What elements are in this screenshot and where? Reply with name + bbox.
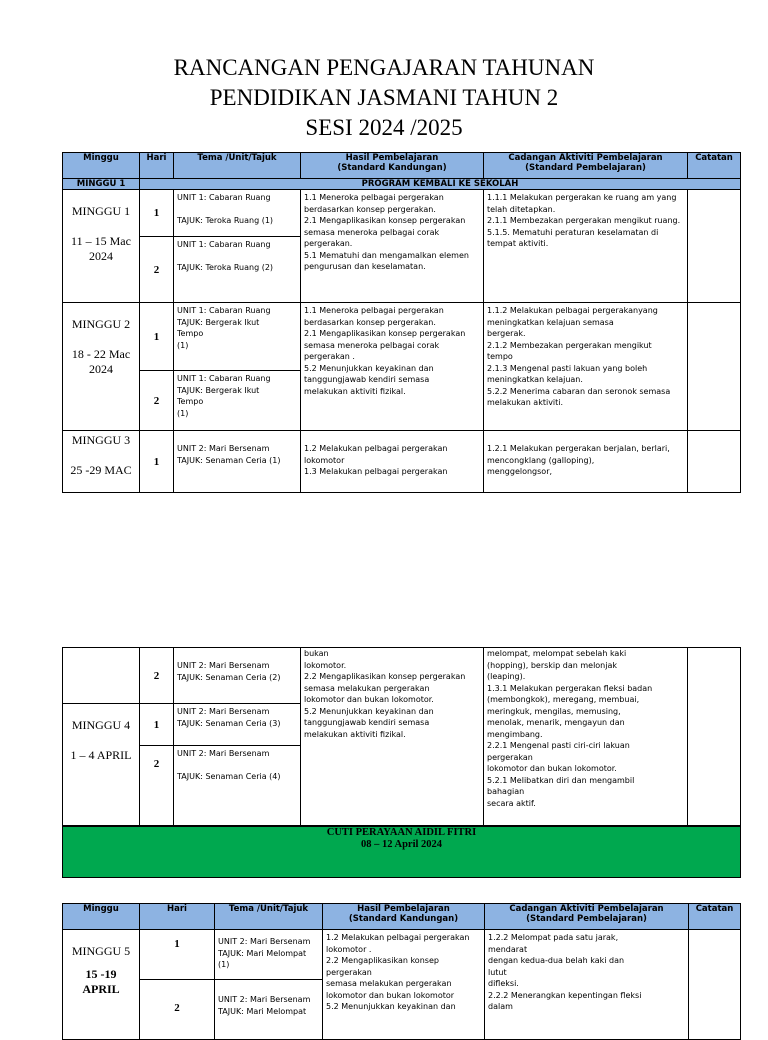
week-5-hasil: 1.2 Melakukan pelbagai pergerakan lokomotor . 2.2 Mengaplikasikan konsep pergerakan semasa melakukan pergerakan lokomotor dan bukan lokomotor 5.2 Menunjukkan keyakinan dan: [323, 930, 485, 1040]
lesson-plan-table-1: [62, 152, 741, 493]
t3-header-catatan: Catatan: [689, 904, 741, 930]
week-5-hari-1: 1: [140, 930, 215, 980]
t3-header-aktiviti: Cadangan Aktiviti Pembelajaran (Standard Pembelajaran): [485, 904, 689, 930]
week-4-tema-2: UNIT 2: Mari Bersenam TAJUK: Senaman Ceria (4): [174, 746, 301, 826]
week-2-tema-1: UNIT 1: Cabaran Ruang TAJUK: Bergerak Ikut Tempo (1): [174, 303, 301, 371]
week-3-label: MINGGU 3 25 -29 MAC: [63, 431, 140, 493]
header-hari: Hari: [140, 153, 174, 179]
program-bar: PROGRAM KEMBALI KE SEKOLAH: [140, 179, 741, 190]
week-2-catatan: [688, 303, 741, 431]
header-minggu: Minggu: [63, 153, 140, 179]
continued-hasil: bukan lokomotor. 2.2 Mengaplikasikan konsep pergerakan semasa melakukan pergerakan lokomotor dan bukan lokomotor. 5.2 Menunjukkan keyakinan dan tanggungjawab kendiri semasa melakukan aktiviti fizikal.: [301, 648, 484, 826]
week-1-hari-2: 2: [140, 237, 174, 303]
week-5-tema-2: UNIT 2: Mari Bersenam TAJUK: Mari Melompat: [215, 980, 323, 1040]
week-4-hari-2: 2: [140, 746, 174, 826]
week-1-aktiviti: 1.1.1 Melakukan pergerakan ke ruang am yang telah ditetapkan. 2.1.1 Membezakan pergerakan mengikut ruang. 5.1.5. Mematuhi peraturan keselamatan di tempat aktiviti.: [484, 190, 688, 303]
week-5-catatan: [689, 930, 741, 1040]
week-1-catatan: [688, 190, 741, 303]
t3-header-tema: Tema /Unit/Tajuk: [215, 904, 323, 930]
week-1-hari-1: 1: [140, 190, 174, 237]
week-2-hari-1: 1: [140, 303, 174, 371]
week-3-hari-1: 1: [140, 431, 174, 493]
week-5-dates: 15 -19 APRIL: [82, 967, 120, 996]
week-2-hari-2: 2: [140, 371, 174, 431]
week-5-hari-2: 2: [140, 980, 215, 1040]
week-5-tema-1: UNIT 2: Mari Bersenam TAJUK: Mari Melompat (1): [215, 930, 323, 980]
week-2-hasil: 1.1 Meneroka pelbagai pergerakan berdasarkan konsep pergerakan. 2.1 Mengaplikasikan konsep pergerakan semasa meneroka pelbagai corak pergerakan . 5.2 Menunjukkan keyakinan dan tanggungjawab kendiri semasa melakukan aktiviti fizikal.: [301, 303, 484, 431]
holiday-title: CUTI PERAYAAN AIDIL FITRI: [326, 827, 477, 838]
week-1-tema-1: UNIT 1: Cabaran Ruang TAJUK: Teroka Ruang (1): [174, 190, 301, 237]
minggu1-bar-label: MINGGU 1: [63, 179, 140, 190]
week-1-label: MINGGU 1 11 – 15 Mac 2024: [63, 190, 140, 303]
continued-tema: UNIT 2: Mari Bersenam TAJUK: Senaman Ceria (2): [174, 648, 301, 704]
week-4-tema-1: UNIT 2: Mari Bersenam TAJUK: Senaman Ceria (3): [174, 704, 301, 746]
week-1-tema-2: UNIT 1: Cabaran Ruang TAJUK: Teroka Ruang (2): [174, 237, 301, 303]
week-2-tema-2: UNIT 1: Cabaran Ruang TAJUK: Bergerak Ikut Tempo (1): [174, 371, 301, 431]
t3-header-hari: Hari: [140, 904, 215, 930]
week-3-tema-1: UNIT 2: Mari Bersenam TAJUK: Senaman Ceria (1): [174, 431, 301, 493]
header-aktiviti: Cadangan Aktiviti Pembelajaran (Standard Pembelajaran): [484, 153, 688, 179]
continued-minggu: [63, 648, 140, 704]
document-title-line2: PENDIDIKAN JASMANI TAHUN 2: [209, 85, 559, 110]
week-2-aktiviti: 1.1.2 Melakukan pelbagai pergerakanyang meningkatkan kelajuan semasa bergerak. 2.1.2 Membezakan pergerakan mengikut tempo 2.1.3 Mengenal pasti lakuan yang boleh meningkatkan kelajuan. 5.2.2 Menerima cabaran dan seronok semasa melakukan aktiviti.: [484, 303, 688, 431]
continued-catatan: [688, 648, 741, 826]
header-catatan: Catatan: [688, 153, 741, 179]
t3-header-minggu: Minggu: [63, 904, 140, 930]
holiday-dates: 08 – 12 April 2024: [360, 839, 443, 850]
week-3-aktiviti: 1.2.1 Melakukan pergerakan berjalan, berlari, mencongklang (galloping), menggelongsor,: [484, 431, 688, 493]
week-5-cell: [63, 930, 140, 1040]
week-5-aktiviti: 1.2.2 Melompat pada satu jarak, mendarat dengan kedua-dua belah kaki dan lutut difleksi. 2.2.2 Menerangkan kepentingan fleksi dalam: [485, 930, 689, 1040]
header-hasil: Hasil Pembelajaran (Standard Kandungan): [301, 153, 484, 179]
week-4-label: MINGGU 4 1 – 4 APRIL: [63, 704, 140, 826]
document-title-line1: RANCANGAN PENGAJARAN TAHUNAN: [173, 55, 595, 80]
continued-aktiviti: melompat, melompat sebelah kaki (hopping), berskip dan melonjak (leaping). 1.3.1 Melakukan pergerakan fleksi badan (membongkok), meregang, membuai, meringkuk, mengilas, memusing, menolak, menarik, mengayun dan mengimbang. 2.2.1 Mengenal pasti ciri-ciri lakuan pergerakan lokomotor dan bukan lokomotor. 5.2.1 Melibatkan diri dan mengambil bahagian secara aktif.: [484, 648, 688, 826]
week-4-hari-1: 1: [140, 704, 174, 746]
header-tema: Tema /Unit/Tajuk: [174, 153, 301, 179]
t3-header-hasil: Hasil Pembelajaran (Standard Kandungan): [323, 904, 485, 930]
week-5-label: MINGGU 5: [71, 944, 131, 958]
holiday-banner: [62, 826, 741, 878]
document-title-line3: SESI 2024 /2025: [305, 115, 463, 140]
week-3-hasil: 1.2 Melakukan pelbagai pergerakan lokomotor 1.3 Melakukan pelbagai pergerakan: [301, 431, 484, 493]
week-3-catatan: [688, 431, 741, 493]
week-2-label: MINGGU 2 18 - 22 Mac 2024: [63, 303, 140, 431]
continued-hari: 2: [140, 648, 174, 704]
week-1-hasil: 1.1 Meneroka pelbagai pergerakan berdasarkan konsep pergerakan. 2.1 Mengaplikasikan konsep pergerakan semasa meneroka pelbagai corak pergerakan. 5.1 Mematuhi dan mengamalkan elemen pengurusan dan keselamatan.: [301, 190, 484, 303]
lesson-plan-table-2: [62, 647, 741, 826]
lesson-plan-table-3: [62, 903, 741, 1040]
